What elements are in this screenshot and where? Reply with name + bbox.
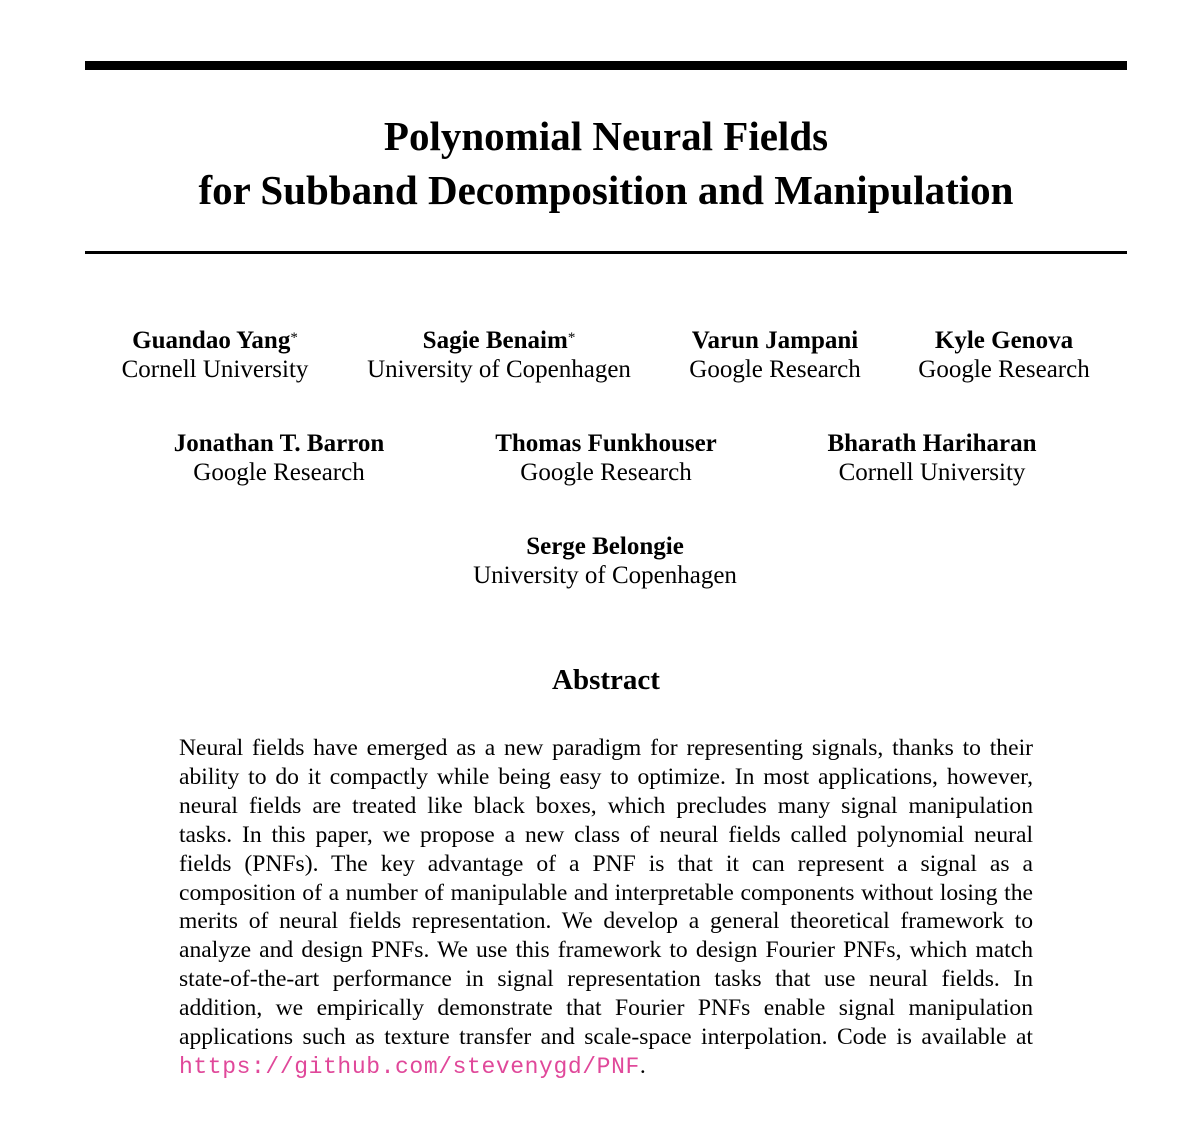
author-block xyxy=(99,429,459,487)
author-affiliation: Google Research xyxy=(689,356,861,383)
equal-contribution-mark: * xyxy=(290,330,298,346)
author-affiliation: Cornell University xyxy=(121,356,309,383)
title-top-rule xyxy=(85,61,1127,70)
title-line-2: for Subband Decomposition and Manipulation xyxy=(198,167,1014,213)
abstract-body xyxy=(179,734,1033,1082)
author-block xyxy=(752,429,1112,487)
author-affiliation: Cornell University xyxy=(838,459,1026,486)
author-name: Thomas Funkhouser xyxy=(495,430,717,457)
author-name: Bharath Hariharan xyxy=(827,430,1037,457)
author-name: Jonathan T. Barron xyxy=(173,430,385,457)
author-block xyxy=(824,326,1184,384)
author-affiliation: University of Copenhagen xyxy=(473,562,737,589)
abstract-heading: Abstract xyxy=(552,664,660,696)
author-affiliation: Google Research xyxy=(918,356,1090,383)
author-block xyxy=(425,532,785,590)
author-name: Sagie Benaim* xyxy=(422,327,576,354)
author-affiliation: University of Copenhagen xyxy=(367,356,631,383)
author-affiliation: Google Research xyxy=(520,459,692,486)
abstract-trailing-period: . xyxy=(639,1052,646,1079)
abstract-text: Neural fields have emerged as a new paradigm for representing signals, thanks to their ability to do it compactly while being easy to optimize. In most applications, however, neural fields are treated like black boxes, which precludes many signal manipulation tasks. In this paper, we propose a new class of neural fields called polynomial neural fields (PNFs). The key advantage of a PNF is that it can represent a signal as a composition of a number of manipulable and interpretable components without losing the merits of neural fields representation. We develop a general theoretical framework to analyze and design PNFs. We use this framework to design Fourier PNFs, which match state-of-the-art performance in signal representation tasks that use neural fields. In addition, we empirically demonstrate that Fourier PNFs enable signal manipulation applications such as texture transfer and scale-space interpolation. Code is available at xyxy=(179,735,1033,1051)
title-line-1: Polynomial Neural Fields xyxy=(383,113,829,159)
author-name: Serge Belongie xyxy=(526,533,684,560)
equal-contribution-mark: * xyxy=(567,330,576,346)
paper-title xyxy=(85,109,1127,217)
author-name: Kyle Genova xyxy=(934,327,1074,354)
code-link[interactable]: https://github.com/stevenygd/PNF xyxy=(179,1053,640,1080)
author-name: Guandao Yang* xyxy=(132,327,298,354)
title-bottom-rule xyxy=(85,251,1127,254)
author-name: Varun Jampani xyxy=(691,327,859,354)
author-affiliation: Google Research xyxy=(193,459,365,486)
author-block xyxy=(426,429,786,487)
